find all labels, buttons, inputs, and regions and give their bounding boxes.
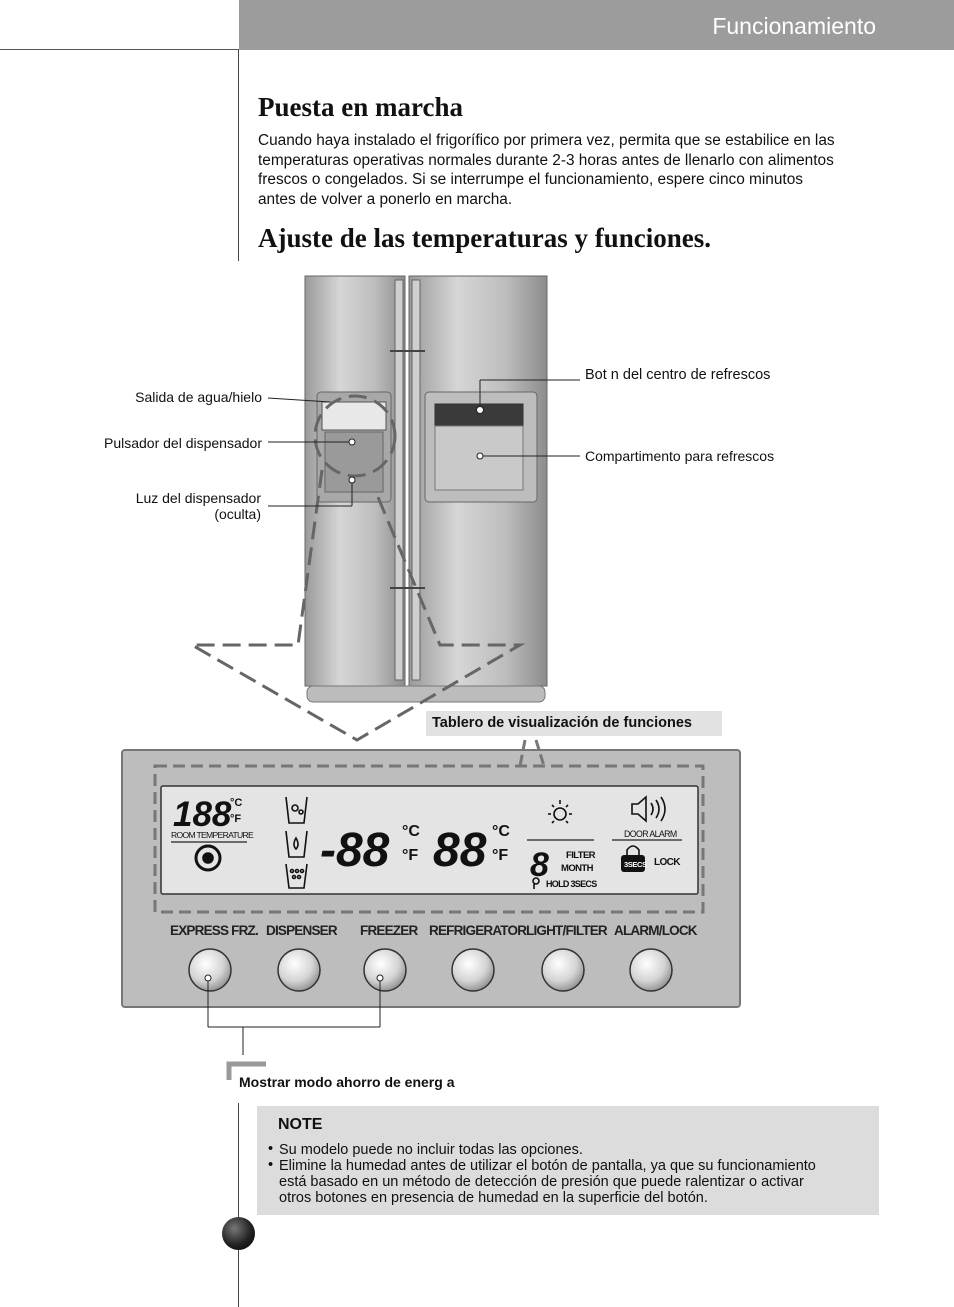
label-dispenser-light-line1: Luz del dispensador bbox=[135, 490, 261, 506]
section-title: Funcionamiento bbox=[712, 13, 876, 39]
refrigerator-button[interactable] bbox=[452, 949, 494, 991]
button-label-freezer: FREEZER bbox=[360, 923, 418, 938]
energy-saving-label: Mostrar modo ahorro de energ a bbox=[239, 1074, 455, 1090]
fridge-illustration bbox=[0, 260, 954, 1080]
button-label-dispenser: DISPENSER bbox=[266, 923, 337, 938]
intro-line: Cuando haya instalado el frigorífico por primera vez, permita que se estabilice en las bbox=[258, 132, 835, 149]
room-temp-label: ROOM TEMPERATURE bbox=[171, 830, 254, 840]
freezer-unit-c: °C bbox=[402, 823, 420, 840]
fridge-unit-c: °C bbox=[492, 823, 510, 840]
note-line: está basado en un método de detección de presión que puede ralentizar o activar bbox=[279, 1174, 804, 1190]
margin-rule-top bbox=[238, 50, 239, 261]
door-alarm-label: DOOR ALARM bbox=[624, 829, 677, 839]
lock-label: LOCK bbox=[654, 857, 680, 868]
intro-line: temperaturas operativas normales durante 2-3 horas antes de llenarlo con alimentos bbox=[258, 151, 834, 169]
fridge-digits: 88 bbox=[433, 824, 487, 877]
panel-caption: Tablero de visualización de funciones bbox=[426, 711, 722, 736]
alarm-lock-button[interactable] bbox=[630, 949, 672, 991]
intro-paragraph bbox=[258, 131, 898, 209]
fridge bbox=[305, 276, 547, 702]
dispenser-button[interactable] bbox=[278, 949, 320, 991]
express-frz-button[interactable] bbox=[189, 949, 231, 991]
light-filter-button[interactable] bbox=[542, 949, 584, 991]
bullet: • bbox=[268, 1141, 274, 1157]
freezer-unit-f: °F bbox=[402, 847, 419, 864]
secs-badge-label: 3SECS bbox=[624, 860, 647, 869]
month-label: MONTH bbox=[561, 863, 593, 874]
note-list bbox=[268, 1142, 873, 1206]
header-bar bbox=[239, 0, 954, 50]
button-label-express-frz: EXPRESS FRZ. bbox=[170, 923, 258, 938]
freezer-button[interactable] bbox=[364, 949, 406, 991]
note-item bbox=[268, 1158, 873, 1206]
intro-line: antes de volver a ponerlo en marcha. bbox=[258, 190, 513, 208]
note-line: otros botones en presencia de humedad en la superficie del botón. bbox=[279, 1190, 708, 1206]
intro-title: Puesta en marcha bbox=[258, 92, 463, 122]
filter-digit: 8 bbox=[530, 846, 549, 884]
margin-rule-bottom bbox=[238, 1103, 239, 1307]
unit-f-small: °F bbox=[230, 813, 242, 825]
fridge-unit-f: °F bbox=[492, 847, 509, 864]
label-dispenser-light-line2: (oculta) bbox=[214, 506, 261, 522]
label-refresh-compartment: Compartimento para refrescos bbox=[585, 448, 775, 464]
button-label-light-filter: LIGHT/FILTER bbox=[526, 923, 607, 938]
note-item bbox=[268, 1142, 873, 1158]
bullet: • bbox=[268, 1157, 274, 1173]
bracket-dot bbox=[377, 975, 383, 981]
note-line: Elimine la humedad antes de utilizar el botón de pantalla, ya que su funcionamiento bbox=[279, 1158, 816, 1174]
filter-label: FILTER bbox=[566, 850, 595, 861]
label-dispenser-pad: Pulsador del dispensador bbox=[104, 435, 262, 451]
note-title: NOTE bbox=[278, 1116, 323, 1133]
button-label-refrigerator: REFRIGERATOR bbox=[429, 923, 527, 938]
note-line: Su modelo puede no incluir todas las opciones. bbox=[279, 1142, 583, 1158]
button-label-alarm-lock: ALARM/LOCK bbox=[614, 923, 697, 938]
hold-label: HOLD 3SECS bbox=[546, 879, 597, 889]
label-refresh-center-button: Bot n del centro de refrescos bbox=[585, 367, 771, 383]
room-temp-digits: 188 bbox=[173, 795, 232, 834]
page-marker-dot bbox=[222, 1217, 255, 1250]
settings-title: Ajuste de las temperaturas y funciones. bbox=[258, 223, 711, 253]
unit-c-small: °C bbox=[230, 797, 243, 809]
label-water-ice-outlet: Salida de agua/hielo bbox=[135, 389, 262, 405]
bracket-dot bbox=[205, 975, 211, 981]
freezer-digits: -88 bbox=[320, 824, 390, 877]
intro-line: frescos o congelados. Si se interrumpe el funcionamiento, espere cinco minutos bbox=[258, 171, 803, 188]
header-rule bbox=[0, 49, 239, 50]
label-dispenser-light bbox=[136, 490, 261, 522]
note-box bbox=[257, 1106, 879, 1215]
